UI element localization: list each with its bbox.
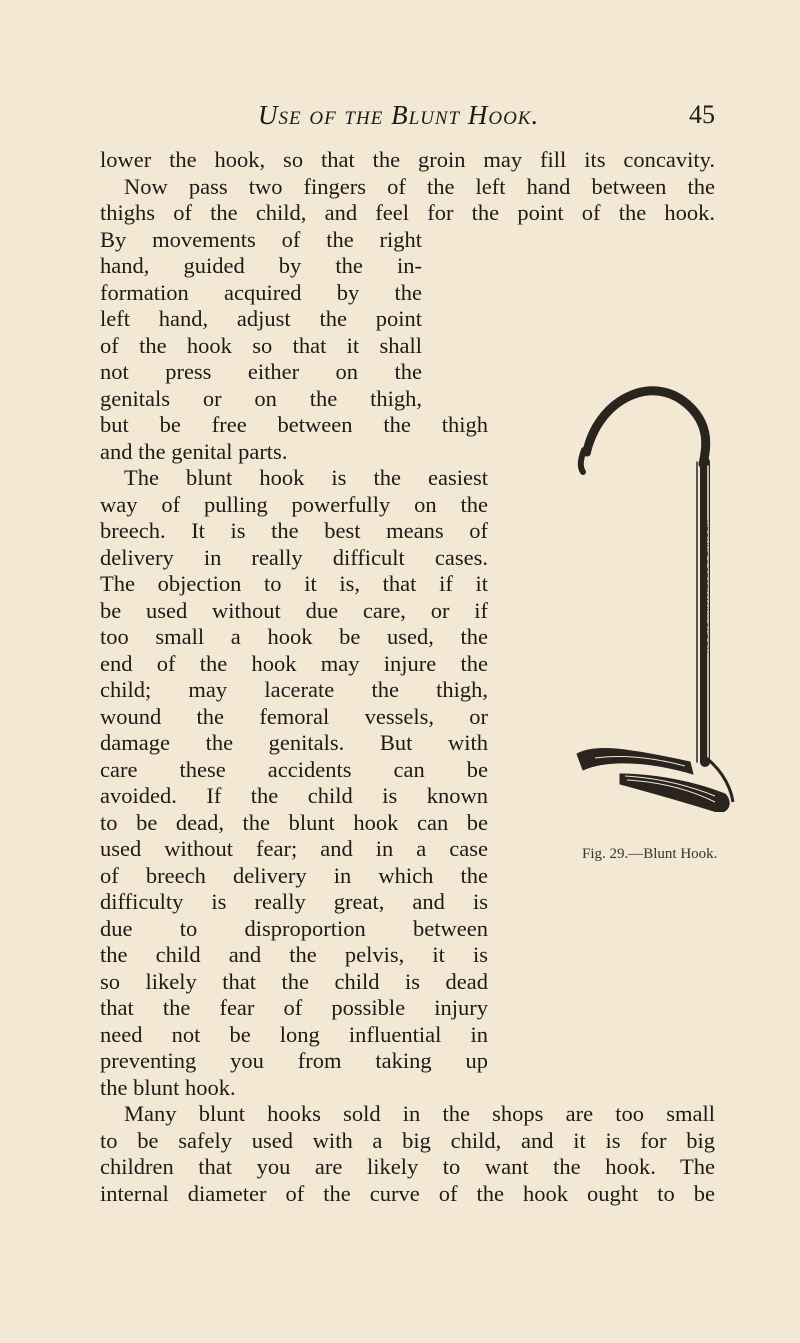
text-line: formation acquired by the <box>100 279 422 305</box>
text-line: preventing you from taking up <box>100 1048 488 1073</box>
text-line: difficulty is really great, and is <box>100 889 488 914</box>
text-line: the child and the pelvis, it is <box>100 942 488 967</box>
text-line: way of pulling powerfully on the <box>100 491 488 517</box>
text-line: care these accidents can be <box>100 756 488 782</box>
text-line: Many blunt hooks sold in the shops are too small <box>124 1101 715 1126</box>
text-line: not press either on the <box>100 359 422 384</box>
text-line: wound the femoral vessels, or <box>100 703 488 729</box>
blunt-hook-illustration <box>565 362 735 812</box>
text-line: so likely that the child is dead <box>100 968 488 994</box>
text-line: By movements of the right <box>100 226 422 252</box>
text-line: avoided. If the child is known <box>100 783 488 808</box>
text-line: need not be long influential in <box>100 1021 488 1047</box>
text-line: but be free between the thigh <box>100 412 488 437</box>
running-title: Use of the Blunt Hook. <box>258 100 540 130</box>
text-line: child; may lacerate the thigh, <box>100 677 488 702</box>
text-line: too small a hook be used, the <box>100 624 488 649</box>
text-line: be used without due care, or if <box>100 597 488 623</box>
text-line: of breech delivery in which the <box>100 862 488 888</box>
text-line: Now pass two fingers of the left hand between the <box>124 173 715 199</box>
page-number: 45 <box>689 100 715 129</box>
text-line: the blunt hook. <box>100 1074 236 1100</box>
figure-caption: Fig. 29.—Blunt Hook. <box>582 846 718 862</box>
text-line: of the hook so that it shall <box>100 332 422 358</box>
maker-stamp: KROHNE & SESEMANN LONDON <box>700 520 710 654</box>
text-line: delivery in really difficult cases. <box>100 544 488 570</box>
text-line: The objection to it is, that if it <box>100 571 488 596</box>
text-line: used without fear; and in a case <box>100 836 488 861</box>
text-line: The blunt hook is the easiest <box>124 465 488 490</box>
text-line: lower the hook, so that the groin may fill its concavity. <box>100 147 715 172</box>
text-line: to be dead, the blunt hook can be <box>100 809 488 835</box>
running-head <box>100 100 715 140</box>
text-line: end of the hook may injure the <box>100 650 488 676</box>
text-line: due to disproportion between <box>100 915 488 941</box>
text-line: damage the genitals. But with <box>100 730 488 755</box>
text-line: children that you are likely to want the hook. The <box>100 1154 715 1179</box>
text-line: hand, guided by the in- <box>100 253 422 278</box>
text-line: thighs of the child, and feel for the point of the hook. <box>100 200 715 225</box>
text-line: genitals or on the thigh, <box>100 385 422 411</box>
text-line: left hand, adjust the point <box>100 306 422 331</box>
text-line: breech. It is the best means of <box>100 518 488 543</box>
text-line: internal diameter of the curve of the hook ought to be <box>100 1180 715 1206</box>
text-line: that the fear of possible injury <box>100 995 488 1020</box>
text-line: and the genital parts. <box>100 438 288 464</box>
text-line: to be safely used with a big child, and it is for big <box>100 1127 715 1153</box>
